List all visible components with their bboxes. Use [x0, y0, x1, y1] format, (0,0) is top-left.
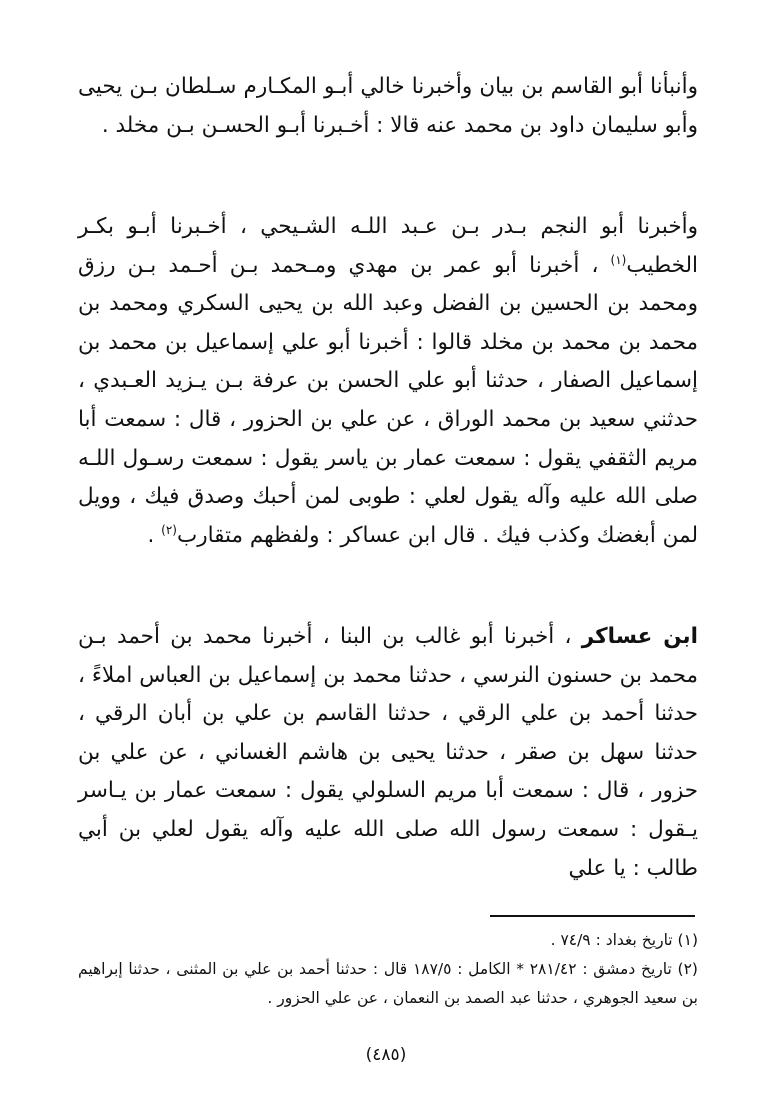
paragraph-1: [78, 68, 698, 145]
footnote-1: (١) تاريخ بغداد : ٧٤/٩ .: [550, 931, 698, 949]
footnote-ref-1: (١): [610, 252, 627, 267]
paragraph-3-text: ، أخبرنا أبو غالب بن البنا ، أخبرنا محمد بن أحمد بـن محمد بن حسنون النرسي ، حدثنا محمد بن إسماعيل بن العباس املاءً ، حدثنا أحمد بن علي الرقي ، حدثنا القاسم بن علي بن أبان الرقي ، حدثنا سهل بن صقر ، حدثنا يحيى بن هاشم الغساني ، عن علي بن حزور ، قال : سمعت أبا مريم السلولي يقول : سمعت عمار بن يـاسر يـقول : سمعت رسول الله صلى الله عليه وآله يقول لعلي بن أبي طالب : يا علي: [78, 624, 698, 881]
footnote-2: (٢) تاريخ دمشق : ٢٨١/٤٢ * الكامل : ١٨٧/٥ قال : حدثنا أحمد بن علي بن المثنى ، حدثنا إبراهيم بن سعيد الجوهري ، حدثنا عبد الصمد بن النعمان ، عن علي الحزور .: [78, 960, 698, 1007]
paragraph-2-text-c: .: [147, 522, 162, 548]
paragraph-2-text-b: ، أخبرنا أبو عمر بن مهدي ومـحمد بـن أحـمد بـن رزق ومحمد بن الحسين بن الفضل وعبد الله بن يحيى السكري ومحمد بن محمد بن محمد بن مخلد قالوا : أخبرنا أبو علي إسماعيل بن محمد بن إسماعيل الصفار ، حدثنا أبو علي الحسن بن عرفة بـن يـزيد العـبدي ، حدثني سعيد بن محمد الوراق ، عن علي بن الحزور ، قال : سمعت أبا مريم الثقفي يقول : سمعت عمار بن ياسر يقول : سمعت رسـول اللـه صلى الله عليه وآله يقول لعلي : طوبى لمن أحبك وصدق فيك ، وويل لمن أبغضك وكذب فيك . قال ابن عساكر : ولفظهم متقارب: [78, 252, 698, 548]
footnote-ref-2: (٢): [161, 522, 177, 537]
footnote-divider: [490, 915, 695, 917]
paragraph-3: [78, 618, 698, 888]
footnotes: [78, 926, 698, 1013]
page-number: (٤٨٥): [365, 1045, 407, 1065]
paragraph-2-text-a: وأخبرنا أبو النجم بـدر بـن عـبد اللـه الشـيحي ، أخـبرنا أبـو بكـر الخطيب: [78, 214, 698, 278]
source-label: ابن عساكر: [581, 624, 699, 649]
paragraph-1-text: وأنبأنا أبو القاسم بن بيان وأخبرنا خالي أبـو المكـارم سـلطان بـن يحيى وأبو سليمان داود بن محمد عنه قالا : أخـبرنا أبـو الحسـن بـن مخلد .: [78, 74, 698, 138]
paragraph-2: [78, 208, 698, 555]
